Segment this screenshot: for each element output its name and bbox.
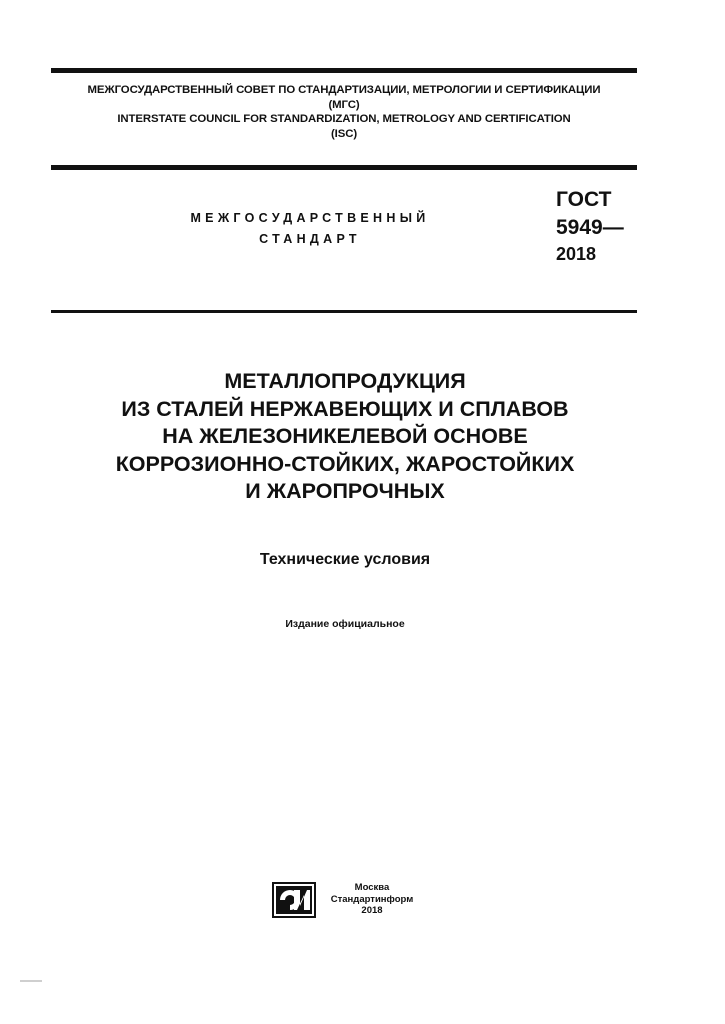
- lower-rule: [51, 310, 637, 313]
- edition-note: Издание официальное: [285, 618, 405, 630]
- standard-designation: [556, 186, 624, 266]
- council-abbr-en: (ISC): [330, 127, 358, 140]
- publisher-imprint: [322, 882, 422, 917]
- standard-type-line1: МЕЖГОСУДАРСТВЕННЫЙ: [190, 211, 430, 225]
- middle-rule: [51, 165, 637, 170]
- title-line: КОРРОЗИОННО-СТОЙКИХ, ЖАРОСТОЙКИХ: [115, 451, 575, 476]
- standard-type-line2: СТАНДАРТ: [259, 232, 361, 246]
- council-name-ru: МЕЖГОСУДАРСТВЕННЫЙ СОВЕТ ПО СТАНДАРТИЗАЦИИ, МЕТРОЛОГИИ И СЕРТИФИКАЦИИ: [87, 84, 601, 96]
- title-line: МЕТАЛЛОПРОДУКЦИЯ: [224, 369, 466, 393]
- publisher-name: Стандартинформ: [330, 893, 414, 905]
- document-subtitle: Технические условия: [259, 551, 431, 568]
- designation-year: 2018: [556, 244, 597, 264]
- designation-number: 5949—: [556, 216, 624, 239]
- document-title: [40, 368, 650, 506]
- designation-prefix: ГОСТ: [556, 188, 612, 211]
- standard-type: [150, 208, 470, 250]
- publisher-year: 2018: [361, 905, 383, 916]
- council-header: [51, 83, 637, 141]
- title-line: ИЗ СТАЛЕЙ НЕРЖАВЕЮЩИХ И СПЛАВОВ: [121, 396, 569, 421]
- publisher-city: Москва: [354, 882, 390, 893]
- council-name-en: INTERSTATE COUNCIL FOR STANDARDIZATION, METROLOGY AND CERTIFICATION: [117, 113, 571, 125]
- title-line: И ЖАРОПРОЧНЫХ: [245, 479, 445, 503]
- standartinform-logo-icon: [272, 882, 316, 918]
- top-rule: [51, 68, 637, 73]
- title-line: НА ЖЕЛЕЗОНИКЕЛЕВОЙ ОСНОВЕ: [162, 424, 528, 448]
- scan-artifact: [20, 980, 42, 982]
- council-abbr-ru: (МГС): [328, 98, 360, 111]
